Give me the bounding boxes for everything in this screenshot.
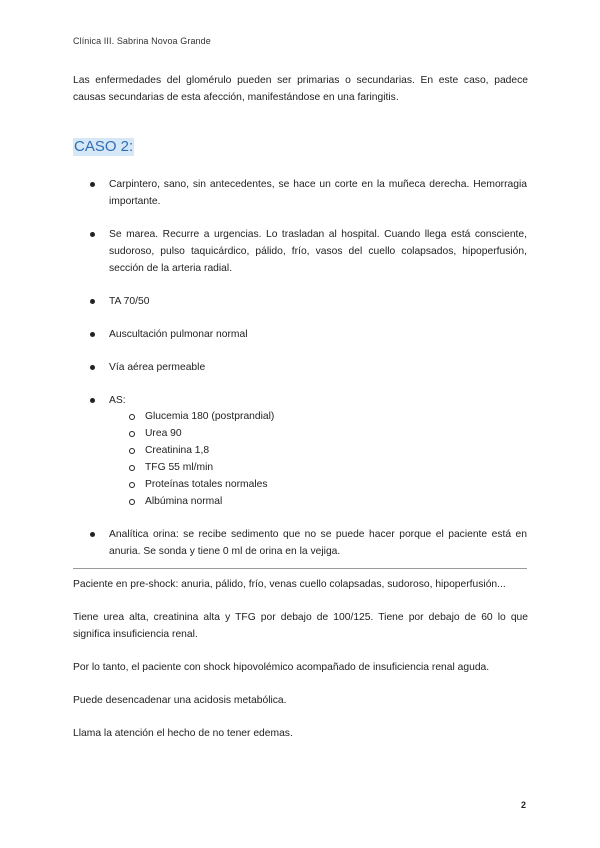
- bullet-item: [90, 392, 527, 409]
- sub-item-text: Glucemia 180 (postprandial): [145, 411, 275, 422]
- bullet-item: [90, 526, 527, 560]
- bullet-item: [90, 176, 527, 210]
- intro-paragraph: Las enfermedades del glomérulo pueden ser primarias o secundarias. En este caso, padece causas secundarias de esta afección, manifestándose en una faringitis.: [73, 75, 528, 103]
- sub-item-text: Urea 90: [145, 428, 182, 439]
- hollow-bullet-icon: [129, 465, 135, 471]
- bullet-dot: [90, 182, 95, 187]
- case-heading: CASO 2:: [74, 138, 134, 155]
- sub-list-item: [129, 459, 213, 476]
- bullet-item: [90, 226, 527, 277]
- bullet-dot: [90, 398, 95, 403]
- sub-list-item: [129, 493, 222, 510]
- sub-item-text: Creatinina 1,8: [145, 445, 210, 456]
- conclusion-paragraph: Por lo tanto, el paciente con shock hipovolémico acompañado de insuficiencia renal aguda.: [73, 662, 490, 673]
- hollow-bullet-icon: [129, 448, 135, 454]
- bullet-item: [90, 359, 527, 376]
- hollow-bullet-icon: [129, 414, 135, 420]
- bullet-dot: [90, 532, 95, 537]
- sub-list-item: [129, 442, 209, 459]
- page-header: Clínica III. Sabrina Novoa Grande: [73, 36, 211, 46]
- bullet-text: Vía aérea permeable: [109, 362, 206, 373]
- sub-item-text: Proteínas totales normales: [145, 479, 268, 490]
- conclusion-paragraph: Puede desencadenar una acidosis metabólica.: [73, 695, 287, 706]
- sub-item-text: TFG 55 ml/min: [145, 462, 214, 473]
- sub-list-item: [129, 425, 182, 442]
- bullet-text: TA 70/50: [109, 296, 150, 307]
- bullet-dot: [90, 232, 95, 237]
- hollow-bullet-icon: [129, 482, 135, 488]
- horizontal-divider: [73, 568, 527, 569]
- page-number: 2: [521, 800, 527, 810]
- sub-item-text: Albúmina normal: [145, 496, 223, 507]
- bullet-item: [90, 326, 527, 343]
- bullet-text: AS:: [109, 395, 126, 406]
- bullet-item: [90, 293, 527, 310]
- sub-list-item: [129, 408, 274, 425]
- conclusion-paragraph: Paciente en pre-shock: anuria, pálido, frío, venas cuello colapsadas, sudoroso, hipoperfusión...: [73, 579, 506, 590]
- hollow-bullet-icon: [129, 431, 135, 437]
- bullet-text: Se marea. Recurre a urgencias. Lo trasladan al hospital. Cuando llega está consciente, sudoroso, pulso taquicárdico, pálido, frío, vasos del cuello colapsados, hipoperfusión, sección de la arteria radial.: [109, 229, 527, 274]
- sub-list-item: [129, 476, 267, 493]
- hollow-bullet-icon: [129, 499, 135, 505]
- bullet-text: Auscultación pulmonar normal: [109, 329, 248, 340]
- conclusion-paragraph: Llama la atención el hecho de no tener edemas.: [73, 728, 293, 739]
- bullet-text: Analítica orina: se recibe sedimento que no se puede hacer porque el paciente está en anuria. Se sonda y tiene 0 ml de orina en la vejiga.: [109, 529, 527, 557]
- bullet-dot: [90, 365, 95, 370]
- bullet-dot: [90, 332, 95, 337]
- bullet-text: Carpintero, sano, sin antecedentes, se hace un corte en la muñeca derecha. Hemorragia importante.: [109, 179, 527, 207]
- conclusion-paragraph: Tiene urea alta, creatinina alta y TFG por debajo de 100/125. Tiene por debajo de 60 lo que significa insuficiencia renal.: [73, 612, 528, 640]
- bullet-dot: [90, 299, 95, 304]
